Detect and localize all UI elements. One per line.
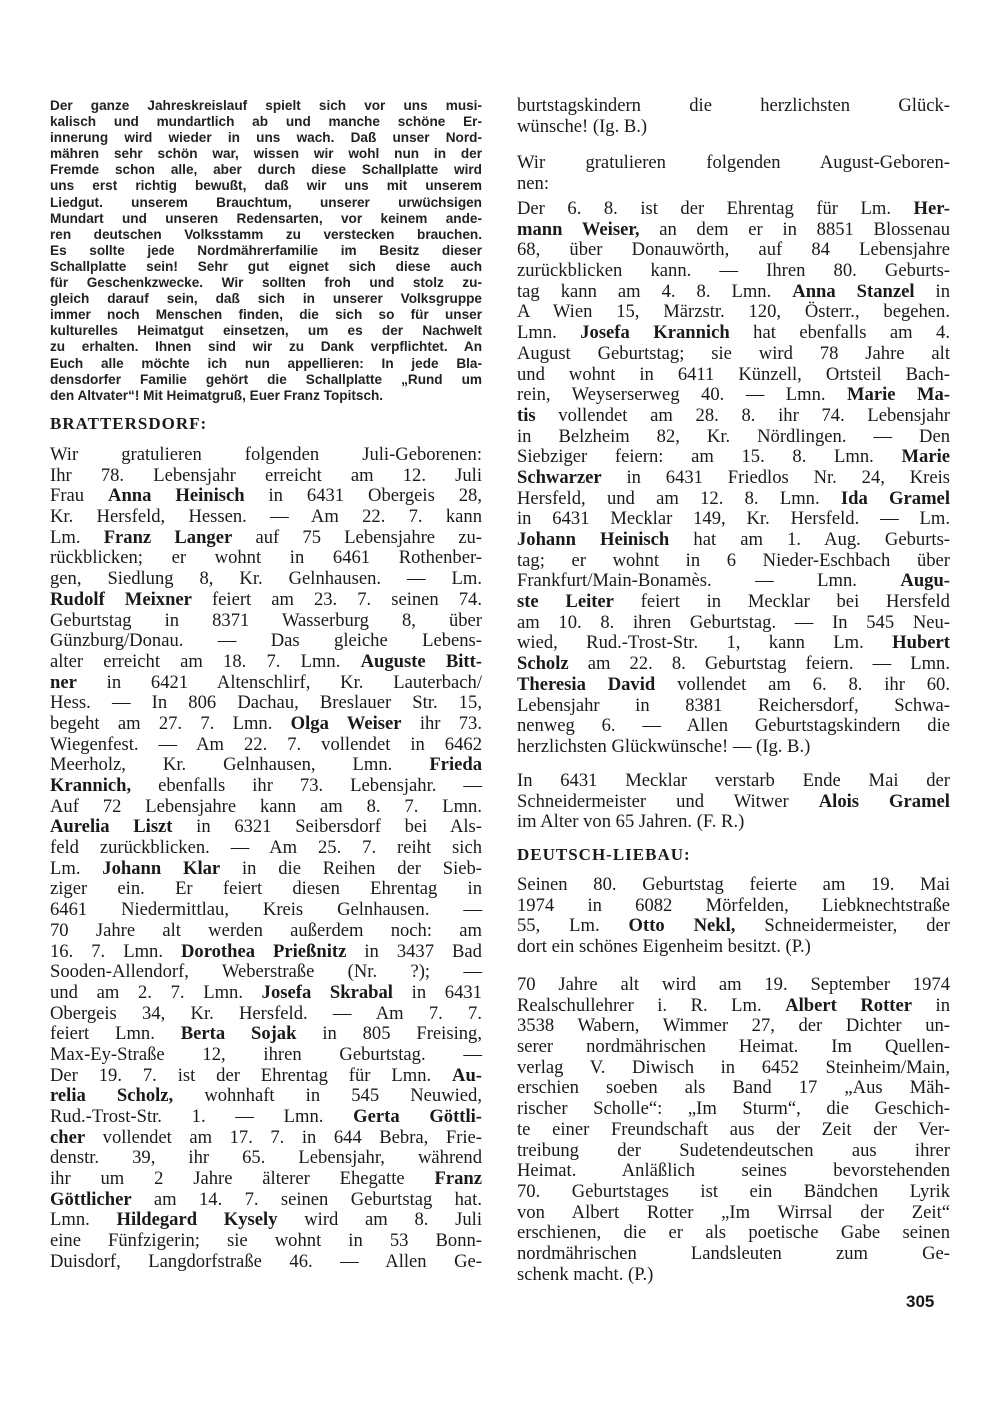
text-run: von Albert Rotter „Im Wirrsal der Zeit“ [517, 1201, 950, 1223]
text-line [50, 507, 482, 528]
text-line [50, 900, 482, 921]
text-run: Lmn. [50, 1209, 117, 1231]
text-line [50, 1128, 482, 1149]
text-run: in die Reihen der Sieb- [220, 857, 482, 879]
bold-name: Frieda [429, 754, 482, 776]
text-run: 16. 7. Lmn. [50, 940, 181, 962]
text-line [517, 240, 950, 261]
text-run: denstr. 39, ihr 65. Lebensjahr, während [50, 1147, 482, 1169]
text-line [517, 633, 950, 654]
text-run: Wir gratulieren folgenden Juli-Geborenen: [50, 444, 482, 465]
bold-name: Olga Weiser [290, 712, 402, 734]
bold-name: Johann Heinisch [517, 529, 670, 550]
bold-name: Au- [452, 1064, 482, 1086]
text-run: Realschullehrer i. R. Lm. [517, 994, 786, 1016]
text-run: herzlichsten Glückwünsche! — (Ig. B.) [517, 735, 811, 757]
text-run: Obergeis 34, Kr. Hersfeld. — Am 7. 7. [50, 1002, 482, 1024]
bold-name: Hildegard Kysely [116, 1209, 278, 1231]
text-line [517, 344, 950, 365]
text-run: Kr. Hersfeld, Hessen. — Am 22. 7. kann [50, 506, 482, 528]
text-run: Lm. [50, 857, 103, 879]
text-line [517, 792, 950, 813]
text-line [50, 1148, 482, 1169]
text-line [517, 220, 950, 241]
text-line [50, 1252, 482, 1273]
text-line [517, 1223, 950, 1244]
text-line [50, 611, 482, 632]
text-line [50, 735, 482, 756]
text-line [50, 776, 482, 797]
bold-name: Berta Sojak [180, 1023, 297, 1045]
text-run: Sooden-Allendorf, Weberstraße (Nr. ?); — [50, 961, 482, 983]
text-run: Max-Ey-Straße 12, ihren Geburtstag. — [50, 1043, 482, 1065]
text-line [50, 838, 482, 859]
text-run: ren deutschen Volksstamm zu verstecken brauchen. [50, 226, 482, 242]
text-line [50, 227, 482, 243]
text-run: in 6431 Mecklar 149, Kr. Hersfeld. — Lm. [517, 508, 950, 530]
text-run: densdorfer Familie gehört die Schallplatte „Rund um [50, 371, 482, 387]
text-line [517, 1244, 950, 1265]
text-line [50, 178, 482, 194]
text-line [517, 1265, 950, 1286]
bold-name: Anna Stanzel [792, 280, 915, 302]
text-run: erschien soeben als Band 17 „Aus Mäh- [517, 1077, 950, 1099]
bold-name: Hubert [892, 632, 950, 654]
text-run: Wiegenfest. — Am 22. 7. vollendet in 6462 [50, 733, 482, 755]
bold-name: Johann Klar [102, 857, 221, 879]
text-line [50, 983, 482, 1004]
text-line [517, 696, 950, 717]
text-run: rein, Weyserserweg 40. — Lmn. [517, 384, 847, 406]
text-line [517, 406, 950, 427]
text-line [517, 916, 950, 937]
text-run: ihr 73. [401, 712, 483, 734]
text-run: begeht am 27. 7. Lmn. [50, 712, 291, 734]
text-line [517, 96, 950, 117]
text-run: nenweg 6. — Allen Geburtstagskindern die [517, 715, 950, 737]
text-line [517, 199, 950, 220]
text-line [517, 1037, 950, 1058]
text-line [50, 797, 482, 818]
text-run: Rud.-Trost-Str. 1. — Lmn. [50, 1106, 354, 1127]
text-line [517, 812, 950, 833]
text-run: immer noch Menschen finden, die sich so für unser [50, 307, 482, 323]
bold-name: Franz Langer [103, 526, 233, 548]
text-run: wünsche! (Ig. B.) [517, 115, 648, 137]
brattersdorf-paragraph [50, 445, 482, 1273]
text-run: am 10. 8. ihren Geburtstag. — In 545 Neu- [517, 611, 950, 633]
text-line [50, 1004, 482, 1025]
text-run: 70 Jahre alt wird am 19. September 1974 [517, 974, 950, 995]
text-run: schenk macht. (P.) [517, 1263, 654, 1285]
text-run: eine Fünfzigerin; sie wohnt in 53 Bonn- [50, 1230, 482, 1252]
text-line [50, 693, 482, 714]
bold-name: ste Leiter [517, 591, 614, 613]
text-run: Schallplatte sein! Sehr gut eignet sich diese auch [50, 258, 482, 274]
bold-name: Anna Heinisch [108, 485, 245, 507]
bold-name: ner [50, 671, 77, 693]
text-line [50, 372, 482, 388]
text-run: ebenfalls ihr 73. Lebensjahr. — [131, 775, 482, 796]
text-run: und wohnt in 6411 Künzell, Ortsteil Bach- [517, 363, 950, 385]
text-line [517, 896, 950, 917]
text-line [50, 1024, 482, 1045]
bold-name: Otto Nekl, [628, 915, 736, 937]
text-run: Lebensjahr in 8381 Reichersdorf, Schwa- [517, 694, 950, 716]
paragraph-august-intro [517, 153, 950, 194]
text-run: gleich darauf sein, daß sich in unserer Volksgruppe [50, 291, 482, 307]
text-run: rischer Scholle“: „Im Sturm“, die Geschich- [517, 1098, 950, 1120]
text-run: alter erreicht am 18. 7. Lmn. [50, 650, 361, 672]
text-line [50, 942, 482, 963]
text-run: 55, Lm. [517, 915, 629, 937]
text-run: in 805 Freising, [296, 1023, 482, 1045]
text-line [517, 1099, 950, 1120]
text-run: kulturelles Heimatgut einsetzen, um es der Nachwelt [50, 323, 482, 339]
text-line [517, 996, 950, 1017]
text-run: Geburtstag in 8371 Wasserburg 8, über [50, 609, 482, 631]
text-line [50, 356, 482, 372]
text-line [517, 975, 950, 996]
text-line [50, 1066, 482, 1087]
text-line [517, 771, 950, 792]
text-line [517, 447, 950, 468]
text-line [50, 114, 482, 130]
text-line [50, 1210, 482, 1231]
text-line [50, 275, 482, 291]
text-line [50, 548, 482, 569]
text-run: tag kann am 4. 8. Lmn. [517, 280, 793, 302]
section-heading-brattersdorf: BRATTERSDORF: [50, 414, 208, 433]
text-line [50, 1045, 482, 1066]
text-line [50, 388, 482, 404]
text-line [50, 528, 482, 549]
text-run: dort ein schönes Eigenheim besitzt. (P.) [517, 936, 811, 958]
text-run: Hersfeld, und am 12. 8. Lmn. [517, 487, 841, 509]
text-run: feld zurückblicken. — Am 25. 7. reiht sich [50, 837, 482, 859]
text-line [50, 211, 482, 227]
text-run: nen: [517, 172, 550, 194]
text-run: hat am 1. Aug. Geburts- [669, 529, 950, 550]
text-run: A Wien 15, Märzstr. 120, Österr., begehen. [517, 301, 950, 323]
text-run: Auf 72 Lebensjahre kann am 8. 7. Lmn. [50, 795, 482, 817]
text-line [50, 714, 482, 735]
text-run: zurückblicken kann. — Ihren 80. Geburts- [517, 260, 950, 282]
text-run: hat ebenfalls am 4. [729, 322, 950, 344]
bold-name: Josefa Skrabal [261, 981, 393, 1003]
text-line [517, 551, 950, 572]
text-run: Siebziger feiern: am 15. 8. Lmn. [517, 446, 902, 468]
text-run: vollendet am 28. 8. ihr 74. Lebensjahr [535, 404, 950, 426]
text-run: 70. Geburtstages ist ein Bändchen Lyrik [517, 1180, 950, 1202]
bold-name: Auguste Bitt- [360, 650, 482, 672]
intro-paragraph [50, 98, 482, 404]
text-line [50, 486, 482, 507]
text-run: für Geschenkzwecke. Wir sollten froh und stolz zu- [50, 275, 482, 291]
bold-name: Alois Gramel [818, 790, 950, 812]
text-line [517, 509, 950, 530]
section-heading-deutsch-liebau: DEUTSCH-LIEBAU: [517, 845, 691, 864]
text-line [517, 174, 950, 195]
text-run: in 6431 [392, 981, 482, 1003]
text-run: den Altvater“! Mit Heimatgruß, Euer Franz Topitsch. [50, 387, 384, 403]
text-line [50, 323, 482, 339]
text-line [517, 571, 950, 592]
text-run: treibung der Sudetendeutschen aus ihrer [517, 1139, 950, 1161]
text-line [50, 1086, 482, 1107]
text-line [50, 162, 482, 178]
text-run: am 22. 8. Geburtstag feiern. — Lmn. [568, 653, 950, 675]
text-line [517, 1016, 950, 1037]
text-line [517, 385, 950, 406]
text-line [517, 1141, 950, 1162]
text-line [517, 654, 950, 675]
text-run: Frankfurt/Main-Bonamès. — Lmn. [517, 570, 901, 592]
text-line [517, 323, 950, 344]
text-run: in 3437 Bad [346, 940, 482, 962]
text-line [517, 1161, 950, 1182]
text-run: tag; er wohnt in 6 Nieder-Eschbach über [517, 549, 950, 571]
text-run: ihr um 2 Jahre älterer Ehegatte [50, 1168, 435, 1190]
text-line [517, 675, 950, 696]
text-run: Euch alle möchte ich nun appellieren: In jede Bla- [50, 355, 482, 371]
text-run: an dem er in 8851 Blossenau [639, 218, 950, 240]
text-run: 6461 Niedermittlau, Kreis Gelnhausen. — [50, 899, 482, 921]
bold-name: Dorothea Prießnitz [180, 940, 347, 962]
bold-name: Ida Gramel [840, 487, 950, 509]
text-line [517, 1182, 950, 1203]
text-run: in 6431 Friedlos Nr. 24, Kreis [601, 466, 950, 488]
text-line [50, 817, 482, 838]
text-line [50, 195, 482, 211]
text-run: in 6421 Altenschlirf, Kr. Lauterbach/ [76, 671, 482, 693]
text-line [517, 1058, 950, 1079]
text-line [517, 592, 950, 613]
text-line [517, 261, 950, 282]
text-run: serer nordmährischen Heimat. Im Quellen- [517, 1036, 950, 1058]
text-run: Lm. [50, 526, 104, 548]
text-run: am 14. 7. seinen Geburtstag hat. [131, 1188, 482, 1210]
bold-name: Göttlicher [50, 1188, 132, 1210]
text-run: Günzburg/Donau. — Das gleiche Lebens- [50, 630, 482, 652]
bold-name: mann Weiser, [517, 218, 640, 240]
text-run: wird am 8. Juli [277, 1209, 483, 1231]
text-line [50, 1169, 482, 1190]
text-line [50, 921, 482, 942]
text-run: Der 6. 8. ist der Ehrentag für Lm. [517, 198, 914, 219]
text-line [517, 716, 950, 737]
text-run: in 6321 Seibersdorf bei Als- [172, 816, 482, 838]
text-run: 70 Jahre alt werden außerdem noch: am [50, 919, 482, 941]
text-line [50, 130, 482, 146]
text-run: innerung wird wieder in uns wach. Daß unser Nord- [50, 130, 482, 146]
text-run: te einer Freundschaft aus der Zeit der Ver- [517, 1118, 950, 1140]
bold-name: tis [517, 404, 536, 426]
bold-name: relia Scholz, [50, 1085, 174, 1107]
page-number: 305 [906, 1292, 935, 1311]
text-run: Lmn. [517, 322, 581, 344]
text-run: und am 2. 7. Lmn. [50, 981, 262, 1003]
text-run: Schneidermeister und Witwer [517, 790, 819, 812]
text-line [517, 875, 950, 896]
text-run: wohnhaft in 545 Neuwied, [173, 1085, 482, 1107]
text-run: mähren sehr schön war, wissen wir wohl nun in der [50, 146, 482, 162]
bold-name: Augu- [900, 570, 950, 592]
text-run: uns erst richtig bewußt, daß wir uns mit unserem [50, 178, 482, 194]
text-run: Es sollte jede Nordmährerfamilie im Besitz dieser [50, 242, 482, 258]
text-run: Der 19. 7. ist der Ehrentag für Lmn. [50, 1064, 453, 1086]
text-line [517, 530, 950, 551]
text-run: Heimat. Anläßlich seines bevorstehenden [517, 1160, 950, 1182]
text-line [50, 879, 482, 900]
text-line [50, 755, 482, 776]
text-line [517, 613, 950, 634]
text-run: in [911, 994, 950, 1016]
text-line [50, 243, 482, 259]
text-run: feiert am 23. 7. seinen 74. [191, 588, 482, 610]
paragraph-obituary [517, 771, 950, 833]
text-line [50, 339, 482, 355]
paragraph-otto-nekl [517, 875, 950, 958]
bold-name: Franz [434, 1168, 482, 1190]
text-run: Wir gratulieren folgenden August-Geboren- [517, 152, 950, 173]
text-line [50, 673, 482, 694]
text-line [50, 652, 482, 673]
text-run: verlag V. Diwisch in 6452 Steinheim/Main, [517, 1056, 950, 1078]
text-run: kalisch und mundartlich ab und manche schöne Er- [50, 114, 482, 130]
bold-name: Schwarzer [517, 466, 602, 488]
text-run: wied, Rud.-Trost-Str. 1, kann Lm. [517, 632, 893, 654]
text-line [50, 146, 482, 162]
bold-name: Aurelia Liszt [50, 816, 173, 838]
text-line [517, 302, 950, 323]
text-run: Der ganze Jahreskreislauf spielt sich vor uns musi- [50, 98, 482, 113]
text-line [517, 1203, 950, 1224]
text-line [50, 307, 482, 323]
text-run: 68, über Donauwörth, auf 84 Lebensjahre [517, 239, 950, 261]
text-line [50, 98, 482, 114]
text-run: Ihr 78. Lebensjahr erreicht am 12. Juli [50, 464, 482, 486]
text-line [517, 365, 950, 386]
text-line [50, 962, 482, 983]
bold-name: Krannich, [50, 775, 132, 796]
text-run: Frau [50, 485, 109, 507]
text-line [50, 466, 482, 487]
text-run: Duisdorf, Langdorfstraße 46. — Allen Ge- [50, 1250, 482, 1272]
text-line [50, 569, 482, 590]
text-line [517, 1120, 950, 1141]
text-line [50, 1190, 482, 1211]
text-line [50, 1107, 482, 1128]
text-run: auf 75 Lebensjahre zu- [232, 526, 483, 548]
bold-name: Her- [913, 198, 950, 219]
bold-name: cher [50, 1126, 86, 1148]
bold-name: Josefa Krannich [580, 322, 730, 344]
text-run: rückblicken; er wohnt in 6461 Rothenber- [50, 547, 482, 569]
paragraph-albert-rotter [517, 975, 950, 1285]
bold-name: Albert Rotter [785, 994, 912, 1016]
text-run: Seinen 80. Geburtstag feierte am 19. Mai [517, 874, 950, 895]
text-line [517, 737, 950, 758]
text-run: ziger ein. Er feiert diesen Ehrentag in [50, 878, 482, 900]
text-line [50, 259, 482, 275]
bold-name: Gerta Göttli- [353, 1106, 483, 1127]
text-run: gen, Siedlung 8, Kr. Gelnhausen. — Lm. [50, 568, 482, 590]
text-run: erschienen, die er als poetische Gabe seinen [517, 1222, 950, 1244]
text-run: zu erhalten. Ihnen sind wir zu Dank verpflichtet. An [50, 339, 482, 355]
text-line [50, 631, 482, 652]
text-run: vollendet am 6. 8. ihr 60. [655, 673, 950, 695]
text-run: feiert Lmn. [50, 1023, 181, 1045]
bold-name: Scholz [517, 653, 569, 675]
text-line [50, 445, 482, 466]
text-line [517, 468, 950, 489]
text-run: im Alter von 65 Jahren. (F. R.) [517, 811, 745, 833]
text-run: Schneidermeister, der [735, 915, 950, 937]
text-run: feiert in Mecklar bei Hersfeld [613, 591, 950, 613]
text-line [50, 291, 482, 307]
text-run: vollendet am 17. 7. in 644 Bebra, Frie- [85, 1126, 482, 1148]
text-run: 3538 Wabern, Wimmer 27, der Dichter un- [517, 1015, 950, 1037]
text-run: 1974 in 6082 Mörfelden, Liebknechtstraße [517, 894, 950, 916]
text-run: Hess. — In 806 Dachau, Breslauer Str. 15, [50, 692, 482, 714]
text-run: Mundart und unseren Redensarten, vor keinem ande- [50, 210, 482, 226]
bold-name: Marie [901, 446, 950, 468]
text-run: Fremde schon alle, aber durch diese Schallplatte wird [50, 162, 482, 178]
text-run: In 6431 Mecklar verstarb Ende Mai der [517, 770, 950, 791]
text-run: burtstagskindern die herzlichsten Glück- [517, 95, 950, 116]
bold-name: Rudolf Meixner [50, 588, 192, 610]
text-line [517, 117, 950, 138]
bold-name: Theresia David [517, 673, 656, 695]
text-run: in 6431 Obergeis 28, [244, 485, 482, 507]
text-line [517, 427, 950, 448]
text-run: Meerholz, Kr. Gelnhausen, Lmn. [50, 754, 430, 776]
text-run: in Belzheim 82, Kr. Nördlingen. — Den [517, 425, 950, 447]
text-line [50, 1231, 482, 1252]
text-line [517, 1078, 950, 1099]
text-line [517, 282, 950, 303]
text-line [50, 859, 482, 880]
paragraph-birthday-close [517, 96, 950, 137]
text-line [517, 153, 950, 174]
text-run: August Geburtstag; sie wird 78 Jahre alt [517, 342, 950, 364]
text-run: Liedgut. unserem Brauchtum, unserer urwüchsigen [50, 194, 482, 210]
text-line [517, 937, 950, 958]
bold-name: Marie Ma- [846, 384, 950, 406]
text-run: in [914, 280, 950, 302]
text-line [517, 489, 950, 510]
text-run: nordmährischen Landsleuten zum Ge- [517, 1242, 950, 1264]
text-line [50, 590, 482, 611]
paragraph-august-birthdays [517, 199, 950, 758]
